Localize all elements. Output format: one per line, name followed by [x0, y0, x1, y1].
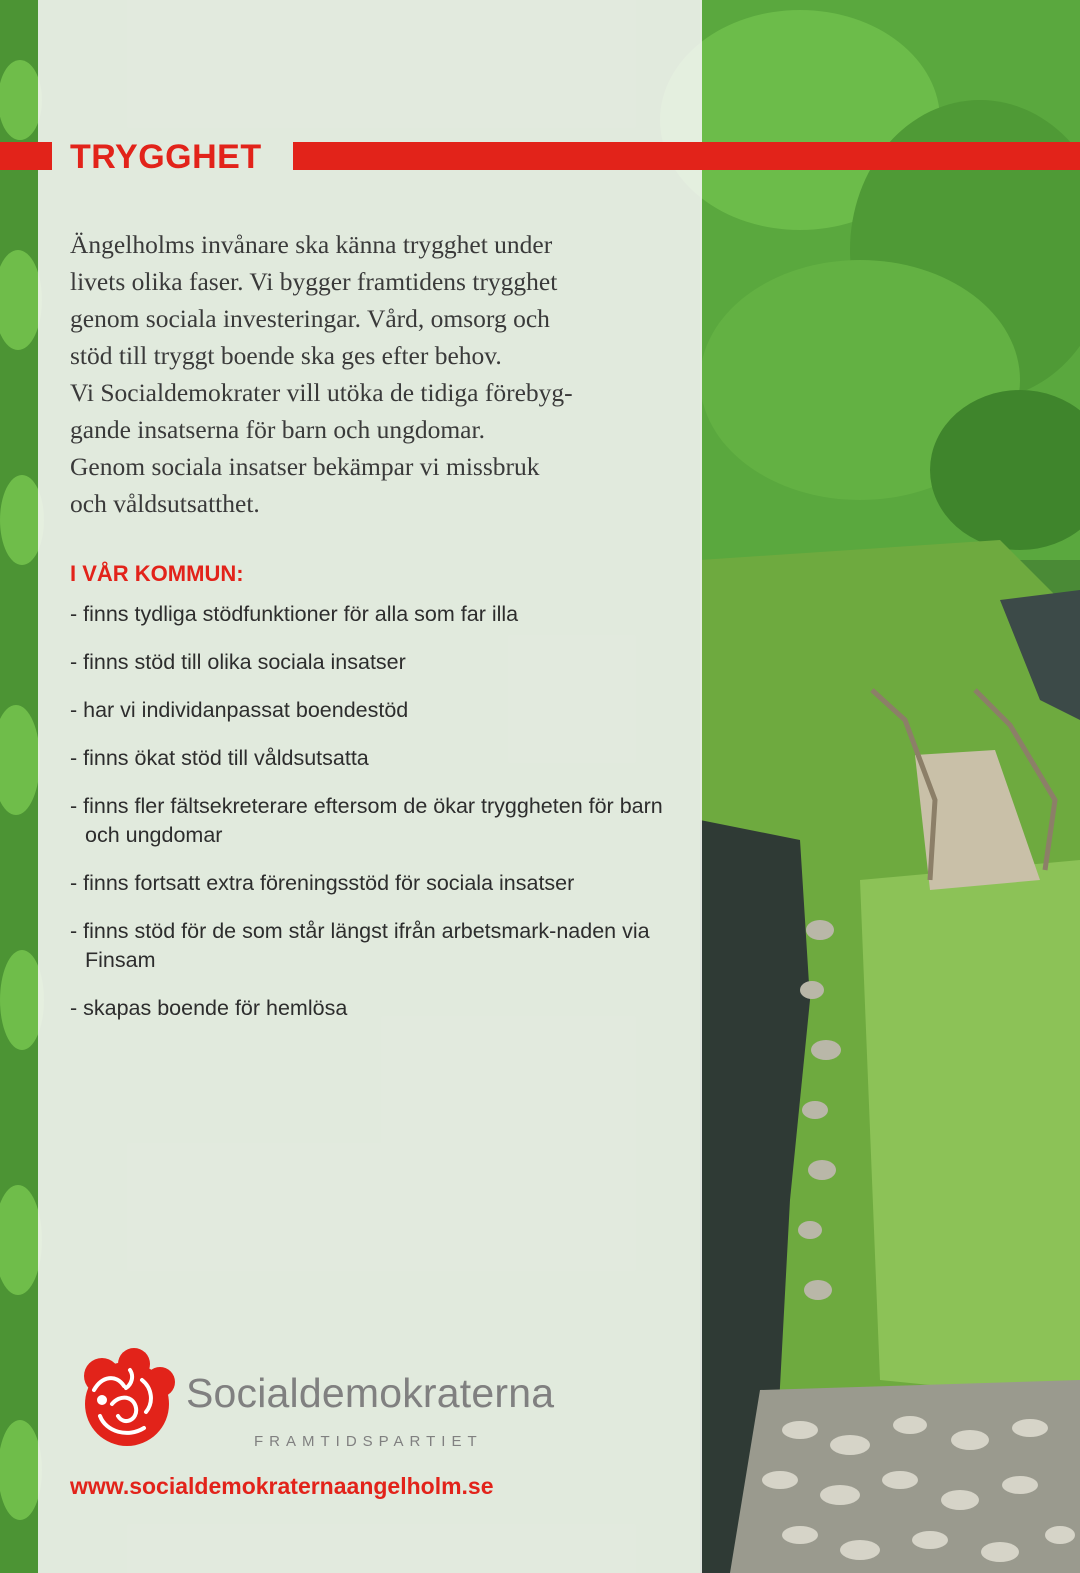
intro-line: Vi Socialdemokrater vill utöka de tidiga förebyg-: [70, 378, 573, 407]
intro-line: Ängelholms invånare ska känna trygghet under: [70, 230, 553, 259]
brand-tagline: FRAMTIDSPARTIET: [254, 1433, 483, 1450]
list-item: - finns stöd för de som står längst ifrån arbetsmark-naden via Finsam: [70, 919, 650, 972]
intro-line: Genom sociala insatser bekämpar vi missbruk: [70, 452, 540, 481]
section-subheading: I VÅR KOMMUN:: [70, 561, 244, 586]
list-item: - finns fortsatt extra föreningsstöd för sociala insatser: [70, 871, 575, 895]
list-item: - finns stöd till olika sociala insatser: [70, 650, 406, 674]
list-item: - finns ökat stöd till våldsutsatta: [70, 746, 369, 770]
title-rule-left: [0, 142, 52, 170]
page-title: TRYGGHET: [70, 138, 262, 176]
website-link[interactable]: www.socialdemokraternaangelholm.se: [70, 1473, 494, 1499]
intro-line: gande insatserna för barn och ungdomar.: [70, 415, 485, 444]
intro-line: och våldsutsatthet.: [70, 489, 260, 518]
list-item: - finns tydliga stödfunktioner för alla som far illa: [70, 602, 519, 626]
intro-line: stöd till tryggt boende ska ges efter behov.: [70, 341, 502, 370]
brand-name: Socialdemokraterna: [186, 1370, 555, 1416]
commitments-list: [70, 600, 690, 1042]
rose-logo-icon: [72, 1346, 182, 1450]
intro-line: livets olika faser. Vi bygger framtidens trygghet: [70, 267, 558, 296]
intro-paragraph: [70, 226, 670, 522]
list-item: - finns fler fältsekreterare eftersom de ökar tryggheten för barn och ungdomar: [70, 794, 663, 847]
list-item: - har vi individanpassat boendestöd: [70, 698, 409, 722]
title-rule-right: [293, 142, 1080, 170]
intro-line: genom sociala investeringar. Vård, omsorg och: [70, 304, 550, 333]
list-item: - skapas boende för hemlösa: [70, 996, 348, 1020]
